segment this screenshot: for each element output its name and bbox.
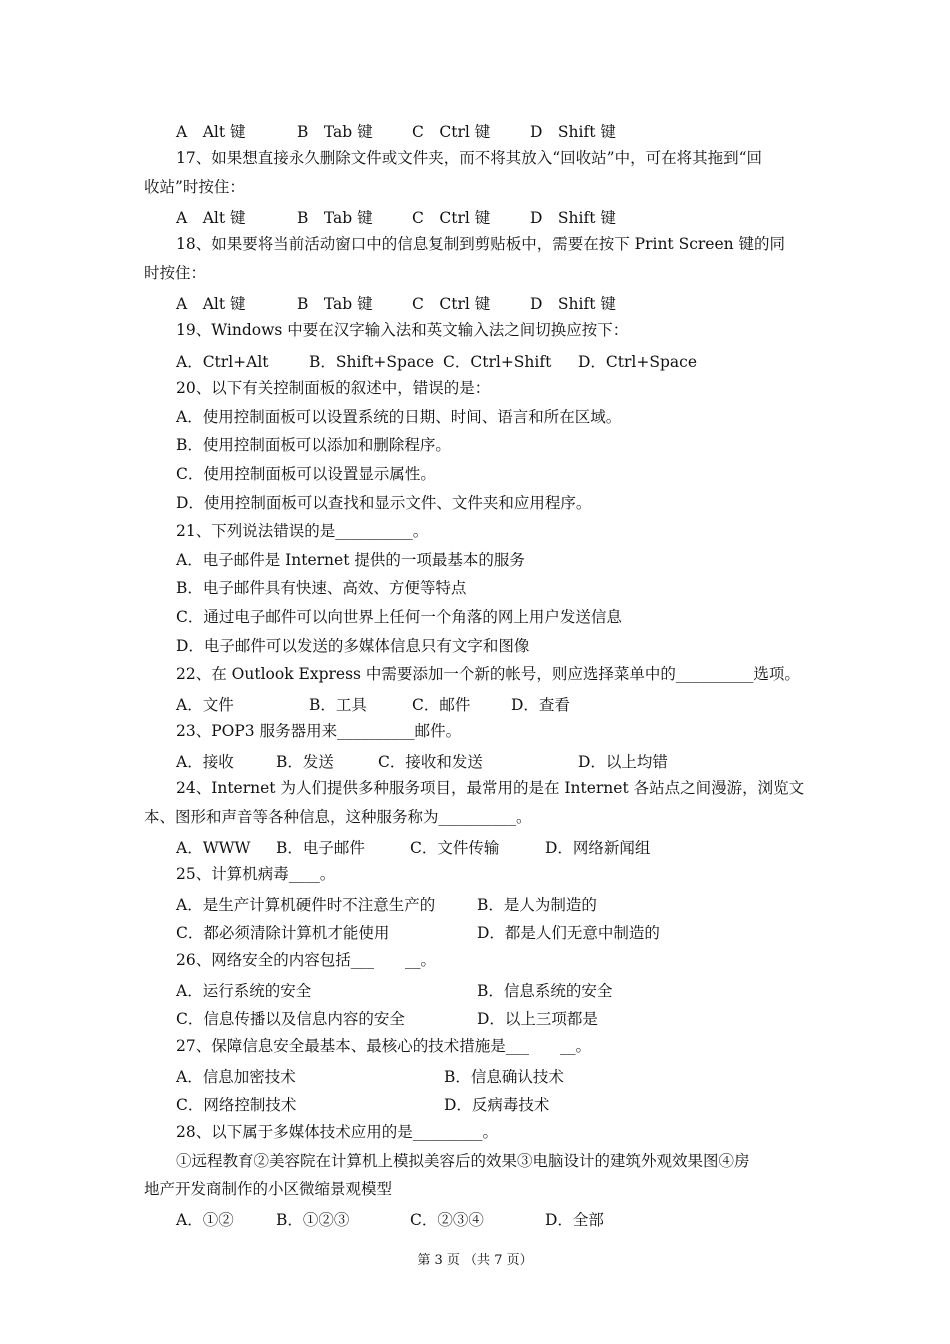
q20-option-b: B．使用控制面板可以添加和删除程序。: [176, 436, 451, 454]
q27-option-c: C．网络控制技术: [176, 1096, 297, 1114]
q23-stem: 23、POP3 服务器用来__________邮件。: [176, 722, 462, 740]
q28-stem: 28、以下属于多媒体技术应用的是_________。: [176, 1123, 498, 1141]
q25-option-b: B．是人为制造的: [477, 896, 597, 914]
q23-option-d: D．以上均错: [578, 753, 668, 771]
q22-option-d: D．查看: [511, 696, 570, 714]
q20-stem: 20、以下有关控制面板的叙述中，错误的是：: [176, 379, 491, 397]
q27-option-d: D．反病毒技术: [444, 1096, 550, 1114]
q17-option-d: D Shift 键: [530, 209, 616, 227]
q22-option-a: A．文件: [176, 696, 234, 714]
q26-option-d: D．以上三项都是: [477, 1010, 598, 1028]
q16-option-a: A Alt 键: [176, 123, 246, 141]
q26-option-b: B．信息系统的安全: [477, 982, 613, 1000]
q26-option-a: A．运行系统的安全: [176, 982, 312, 1000]
q20-option-c: C．使用控制面板可以设置显示属性。: [176, 465, 436, 483]
q19-option-d: D．Ctrl+Space: [578, 353, 698, 371]
q25-option-d: D．都是人们无意中制造的: [477, 924, 660, 942]
q28-option-a: A．①②: [176, 1211, 234, 1229]
q21-option-b: B．电子邮件具有快速、高效、方便等特点: [176, 579, 467, 597]
q19-option-b: B．Shift+Space: [309, 353, 435, 371]
q28-option-c: C．②③④: [410, 1211, 484, 1229]
q24-stem-line1: 24、Internet 为人们提供多种服务项目，最常用的是在 Internet 各站点之间漫游，浏览文: [176, 779, 805, 797]
q18-option-b: B Tab 键: [297, 295, 373, 313]
q21-option-a: A．电子邮件是 Internet 提供的一项最基本的服务: [176, 551, 525, 569]
q26-option-c: C．信息传播以及信息内容的安全: [176, 1010, 405, 1028]
q21-option-c: C．通过电子邮件可以向世界上任何一个角落的网上用户发送信息: [176, 608, 622, 626]
q17-option-c: C Ctrl 键: [412, 209, 491, 227]
q24-stem-line2: 本、图形和声音等各种信息，这种服务称为__________。: [144, 808, 532, 826]
q20-option-d: D．使用控制面板可以查找和显示文件、文件夹和应用程序。: [176, 494, 592, 512]
q28-option-d: D．全部: [545, 1211, 604, 1229]
q18-stem-line2: 时按住：: [144, 264, 207, 282]
q25-option-c: C．都必须清除计算机才能使用: [176, 924, 390, 942]
q25-option-a: A．是生产计算机硬件时不注意生产的: [176, 896, 436, 914]
q18-option-c: C Ctrl 键: [412, 295, 491, 313]
page-footer: 第 3 页 （共 7 页）: [417, 1253, 533, 1268]
q19-option-c: C．Ctrl+Shift: [443, 353, 552, 371]
q23-option-b: B．发送: [276, 753, 334, 771]
q25-stem: 25、计算机病毒____。: [176, 865, 336, 883]
q26-stem: 26、网络安全的内容包括___ __。: [176, 951, 436, 969]
q27-stem: 27、保障信息安全最基本、最核心的技术措施是___ __。: [176, 1037, 591, 1055]
q17-option-a: A Alt 键: [176, 209, 246, 227]
q18-option-d: D Shift 键: [530, 295, 616, 313]
q23-option-c: C．接收和发送: [378, 753, 483, 771]
q22-option-c: C．邮件: [412, 696, 471, 714]
q28-body-line2: 地产开发商制作的小区微缩景观模型: [144, 1180, 393, 1198]
q17-option-b: B Tab 键: [297, 209, 373, 227]
q22-option-b: B．工具: [309, 696, 367, 714]
q24-option-b: B．电子邮件: [276, 839, 365, 857]
q19-stem: 19、Windows 中要在汉字输入法和英文输入法之间切换应按下：: [176, 321, 629, 339]
q16-option-d: D Shift 键: [530, 123, 616, 141]
q28-body-line1: ①远程教育②美容院在计算机上模拟美容后的效果③电脑设计的建筑外观效果图④房: [176, 1152, 750, 1170]
q21-option-d: D．电子邮件可以发送的多媒体信息只有文字和图像: [176, 637, 530, 655]
q22-stem: 22、在 Outlook Express 中需要添加一个新的帐号，则应选择菜单中的__________选项。: [176, 665, 800, 683]
q20-option-a: A．使用控制面板可以设置系统的日期、时间、语言和所在区域。: [176, 408, 622, 426]
q18-option-a: A Alt 键: [176, 295, 246, 313]
q24-option-d: D．网络新闻组: [545, 839, 651, 857]
q27-option-a: A．信息加密技术: [176, 1068, 296, 1086]
q28-option-b: B．①②③: [276, 1211, 350, 1229]
q16-option-c: C Ctrl 键: [412, 123, 491, 141]
q23-option-a: A．接收: [176, 753, 234, 771]
q17-stem-line2: 收站”时按住：: [144, 178, 245, 196]
q27-option-b: B．信息确认技术: [444, 1068, 564, 1086]
q24-option-a: A．WWW: [176, 839, 251, 857]
q18-stem-line1: 18、如果要将当前活动窗口中的信息复制到剪贴板中，需要在按下 Print Screen 键的同: [176, 235, 786, 253]
q19-option-a: A．Ctrl+Alt: [176, 353, 269, 371]
q17-stem-line1: 17、如果想直接永久删除文件或文件夹，而不将其放入“回收站”中，可在将其拖到“回: [176, 149, 762, 167]
q24-option-c: C．文件传输: [410, 839, 500, 857]
q21-stem: 21、下列说法错误的是__________。: [176, 522, 429, 540]
q16-option-b: B Tab 键: [297, 123, 373, 141]
